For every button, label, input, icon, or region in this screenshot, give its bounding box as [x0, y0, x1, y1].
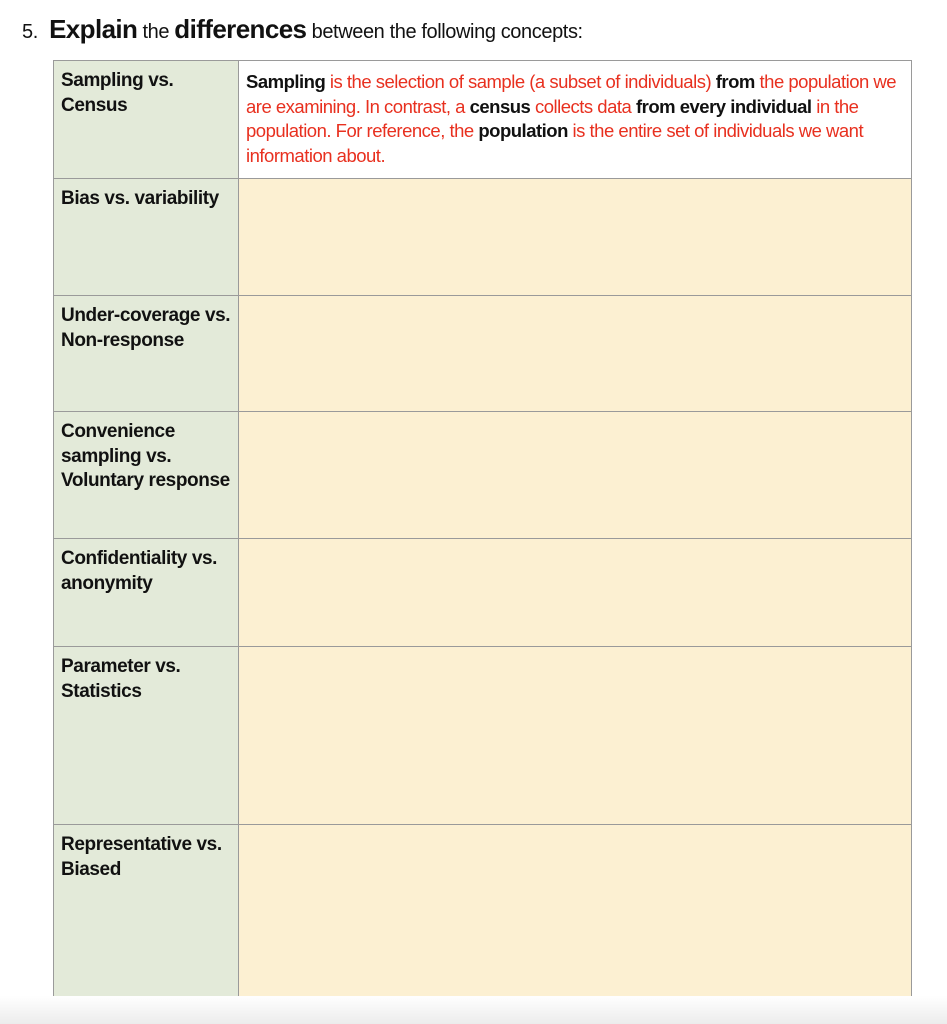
- heading-rest: between the following concepts:: [311, 21, 583, 43]
- answer-span: collects data: [530, 95, 636, 117]
- table-row: [54, 825, 912, 1003]
- heading-word-differences: differences: [174, 14, 307, 44]
- answer-cell[interactable]: [239, 61, 912, 179]
- answer-cell[interactable]: [239, 412, 912, 539]
- heading-word-explain: Explain: [49, 14, 138, 44]
- table-row: [54, 412, 912, 539]
- table-row: [54, 61, 912, 179]
- answer-cell[interactable]: [239, 647, 912, 825]
- question-number: 5.: [22, 21, 38, 43]
- concepts-table: [53, 60, 912, 1003]
- answer-span: from: [715, 71, 755, 92]
- term-cell: Bias vs. variability: [54, 179, 239, 296]
- question-heading: [22, 14, 583, 45]
- answer-span: population: [478, 120, 568, 141]
- answer-span: is the selection of sample (a subset of individuals): [325, 71, 716, 92]
- answer-cell[interactable]: [239, 296, 912, 412]
- table-row: [54, 179, 912, 296]
- answer-span: Sampling: [246, 71, 326, 92]
- answer-cell[interactable]: [239, 825, 912, 1003]
- term-cell: Sampling vs. Census: [54, 61, 239, 179]
- term-cell: Representative vs. Biased: [54, 825, 239, 1003]
- answer-span: from every individual: [635, 95, 812, 117]
- heading-word-the: the: [142, 21, 170, 43]
- term-cell: Parameter vs. Statistics: [54, 647, 239, 825]
- page-bottom-shade: [0, 996, 947, 1024]
- term-cell: Under-coverage vs. Non-response: [54, 296, 239, 412]
- answer-span: is the entire set of individuals we want information about.: [246, 120, 864, 166]
- table-row: [54, 539, 912, 647]
- term-cell: Convenience sampling vs. Voluntary response: [54, 412, 239, 539]
- answer-span: census: [469, 95, 531, 117]
- table-row: [54, 296, 912, 412]
- answer-cell[interactable]: [239, 539, 912, 647]
- term-cell: Confidentiality vs. anonymity: [54, 539, 239, 647]
- table-row: [54, 647, 912, 825]
- answer-cell[interactable]: [239, 179, 912, 296]
- answer-span: in the population. For reference, the: [246, 95, 859, 141]
- answer-span: the population we are examining. In contrast, a: [246, 71, 897, 117]
